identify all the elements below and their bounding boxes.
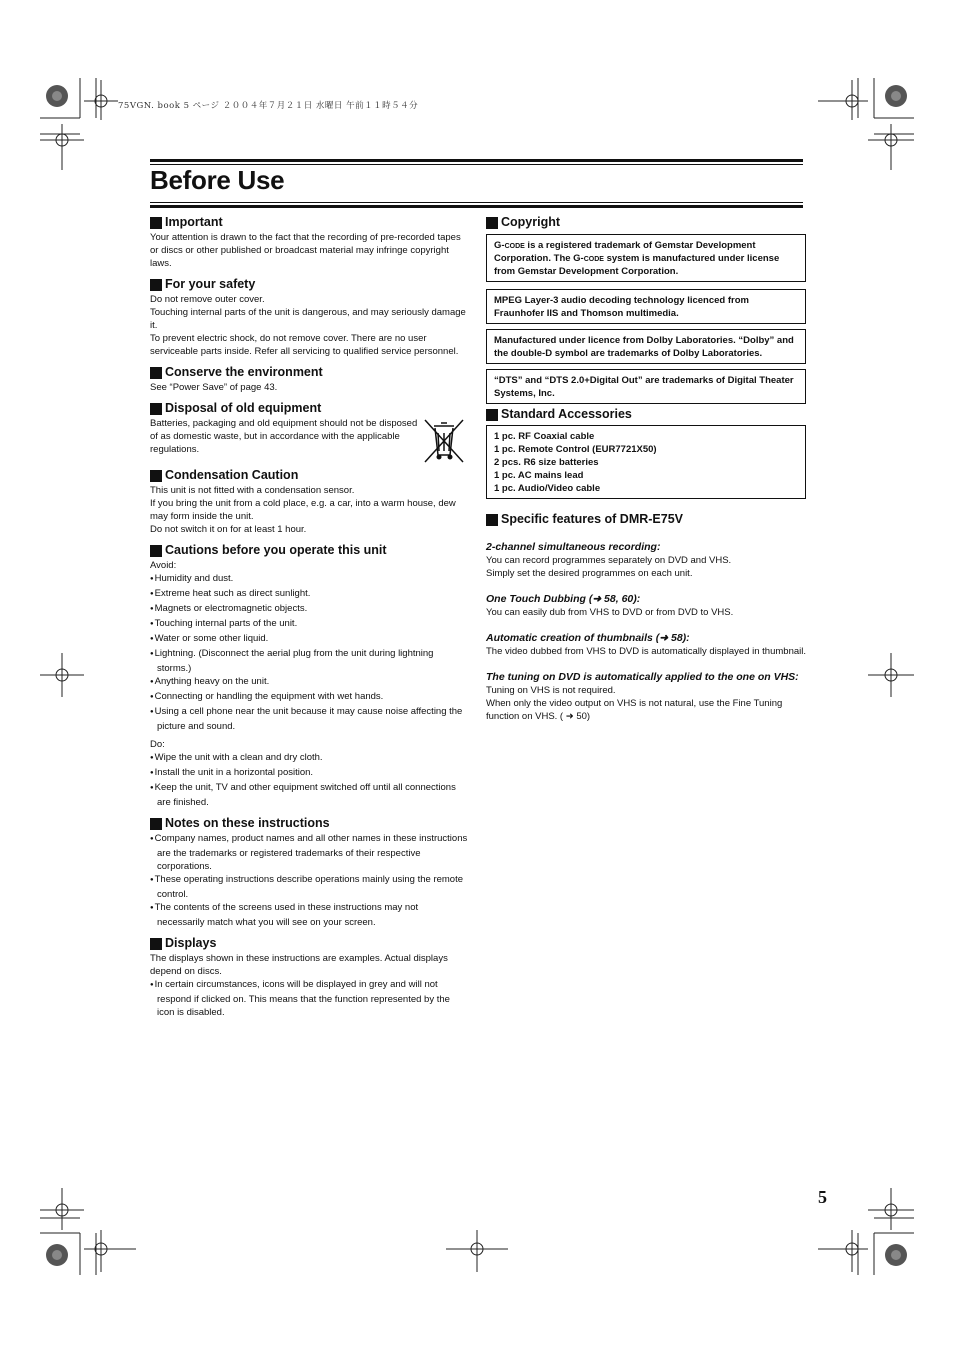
list-item: ● Company names, product names and all other names in these instructions are the trademarks or registered trademarks of their respective corporations. (150, 832, 468, 873)
section-marker-icon (150, 403, 162, 415)
section-text: Batteries, packaging and old equipment should not be disposed of as domestic waste, but in accordance with the applicable regulations. (150, 418, 418, 455)
list-item: 1 pc. Audio/Video cable (494, 483, 601, 494)
section-accessories (486, 406, 806, 499)
dts-notice-box (486, 369, 806, 404)
feature-title: One Touch Dubbing (➜ 58, 60): (486, 593, 641, 605)
list-item: ● Lightning. (Disconnect the aerial plug from the unit during lightning storms.) (150, 647, 468, 675)
section-marker-icon (486, 514, 498, 526)
section-notes (150, 815, 468, 929)
feature-title: Automatic creation of thumbnails (➜ 58): (486, 632, 690, 644)
list-item: ● Anything heavy on the unit. (150, 675, 468, 690)
list-item: ● Extreme heat such as direct sunlight. (150, 587, 468, 602)
section-marker-icon (150, 217, 162, 229)
gcode-notice-box (486, 234, 806, 282)
section-heading: Notes on these instructions (165, 816, 330, 830)
section-safety (150, 276, 468, 358)
section-marker-icon (486, 217, 498, 229)
section-text: This unit is not fitted with a condensation sensor. (150, 485, 355, 496)
feature-text: You can easily dub from VHS to DVD or from DVD to VHS. (486, 607, 734, 618)
section-text: If you bring the unit from a cold place, e.g. a car, into a warm house, dew may form inside the unit. (150, 498, 456, 522)
section-marker-icon (150, 470, 162, 482)
section-text: Do not switch it on for at least 1 hour. (150, 524, 307, 535)
dts-notice: “DTS” and “DTS 2.0+Digital Out” are trademarks of Digital Theater Systems, Inc. (494, 375, 794, 399)
section-marker-icon (486, 409, 498, 421)
list-item: ● Magnets or electromagnetic objects. (150, 602, 468, 617)
accessories-box (486, 425, 806, 499)
dolby-notice-box (486, 329, 806, 364)
list-item: ● Install the unit in a horizontal position. (150, 766, 468, 781)
section-text: Do not remove outer cover. (150, 294, 265, 305)
section-heading: Specific features of DMR-E75V (501, 512, 683, 526)
section-heading: Cautions before you operate this unit (165, 543, 387, 557)
section-heading: Standard Accessories (501, 407, 632, 421)
list-item: ● Connecting or handling the equipment with wet hands. (150, 690, 468, 705)
feature-text: Tuning on VHS is not required. (486, 685, 616, 696)
print-header: 75VGN. book 5 ページ ２００４年７月２１日 水曜日 午前１１時５４分 (118, 101, 419, 111)
section-important (150, 214, 468, 270)
section-marker-icon (150, 818, 162, 830)
gcode-notice: G-code is a registered trademark of Gemstar Development Corporation. The G-code system is manufactured under license from Gemstar Development Corporation. (494, 240, 780, 277)
section-text: Your attention is drawn to the fact that the recording of pre-recorded tapes or discs or other published or broadcast material may infringe copyright laws. (150, 232, 461, 269)
page-number: 5 (818, 1187, 827, 1207)
feature-text: The video dubbed from VHS to DVD is automatically displayed in thumbnail. (486, 646, 806, 657)
feature-text: When only the video output on VHS is not natural, use the Fine Tuning function on VHS. ( ➜ 50) (486, 698, 783, 722)
section-text: To prevent electric shock, do not remove cover. There are no user serviceable parts inside. Refer all servicing to qualified service personnel. (150, 333, 459, 357)
list-item: ● Humidity and dust. (150, 572, 468, 587)
list-item: ● Keep the unit, TV and other equipment switched off until all connections are finished. (150, 781, 468, 809)
mpeg-notice-box (486, 289, 806, 324)
feature-title: The tuning on DVD is automatically applied to the one on VHS: (486, 671, 799, 683)
mpeg-notice: MPEG Layer-3 audio decoding technology licenced from Fraunhofer IIS and Thomson multimedia. (494, 295, 749, 319)
do-list (150, 751, 468, 809)
section-heading: Copyright (501, 215, 561, 229)
list-item: ● These operating instructions describe operations mainly using the remote control. (150, 873, 468, 901)
title-rule-bottom (150, 202, 803, 203)
dolby-notice: Manufactured under licence from Dolby Laboratories. “Dolby” and the double-D symbol are trademarks of Dolby Laboratories. (494, 335, 794, 359)
section-heading: Condensation Caution (165, 468, 299, 482)
title-rule-bottom-thick (150, 205, 803, 208)
section-disposal (150, 400, 468, 465)
section-heading: Disposal of old equipment (165, 401, 322, 415)
feature-text: Simply set the desired programmes on each unit. (486, 568, 693, 579)
list-item: 2 pcs. R6 size batteries (494, 457, 599, 468)
section-heading: Conserve the environment (165, 365, 323, 379)
list-item: ● Water or some other liquid. (150, 632, 468, 647)
section-features (486, 511, 806, 723)
section-marker-icon (150, 367, 162, 379)
avoid-label: Avoid: (150, 560, 177, 571)
section-heading: For your safety (165, 277, 256, 291)
section-text: See “Power Save” of page 43. (150, 382, 278, 393)
crossed-out-wheelie-bin-icon (422, 417, 466, 465)
page-title: Before Use (150, 165, 285, 195)
section-heading: Displays (165, 936, 217, 950)
section-displays (150, 935, 468, 1019)
section-environment (150, 364, 468, 394)
do-label: Do: (150, 739, 165, 750)
feature-title: 2-channel simultaneous recording: (486, 541, 661, 553)
list-item: ● Wipe the unit with a clean and dry cloth. (150, 751, 468, 766)
section-heading: Important (165, 215, 223, 229)
section-text: Touching internal parts of the unit is dangerous, and may seriously damage it. (150, 307, 466, 331)
feature-text: You can record programmes separately on DVD and VHS. (486, 555, 732, 566)
section-copyright (486, 214, 806, 404)
left-column (150, 214, 468, 1025)
list-item: 1 pc. Remote Control (EUR7721X50) (494, 444, 657, 455)
section-cautions (150, 542, 468, 809)
section-marker-icon (150, 545, 162, 557)
notes-list (150, 832, 468, 929)
section-marker-icon (150, 938, 162, 950)
avoid-list (150, 572, 468, 733)
list-item: ● The contents of the screens used in these instructions may not necessarily match what you will see on your screen. (150, 901, 468, 929)
list-item: 1 pc. AC mains lead (494, 470, 584, 481)
right-column (486, 214, 806, 729)
section-text: The displays shown in these instructions are examples. Actual displays depend on discs. (150, 953, 448, 977)
list-item: ● Touching internal parts of the unit. (150, 617, 468, 632)
section-condensation (150, 467, 468, 536)
list-item: 1 pc. RF Coaxial cable (494, 431, 595, 442)
section-marker-icon (150, 279, 162, 291)
title-rule-top (150, 159, 803, 162)
displays-list (150, 978, 468, 1019)
list-item: ● Using a cell phone near the unit because it may cause noise affecting the picture and sound. (150, 705, 468, 733)
list-item: ● In certain circumstances, icons will be displayed in grey and will not respond if clicked on. This means that the function represented by the icon is disabled. (150, 978, 468, 1019)
